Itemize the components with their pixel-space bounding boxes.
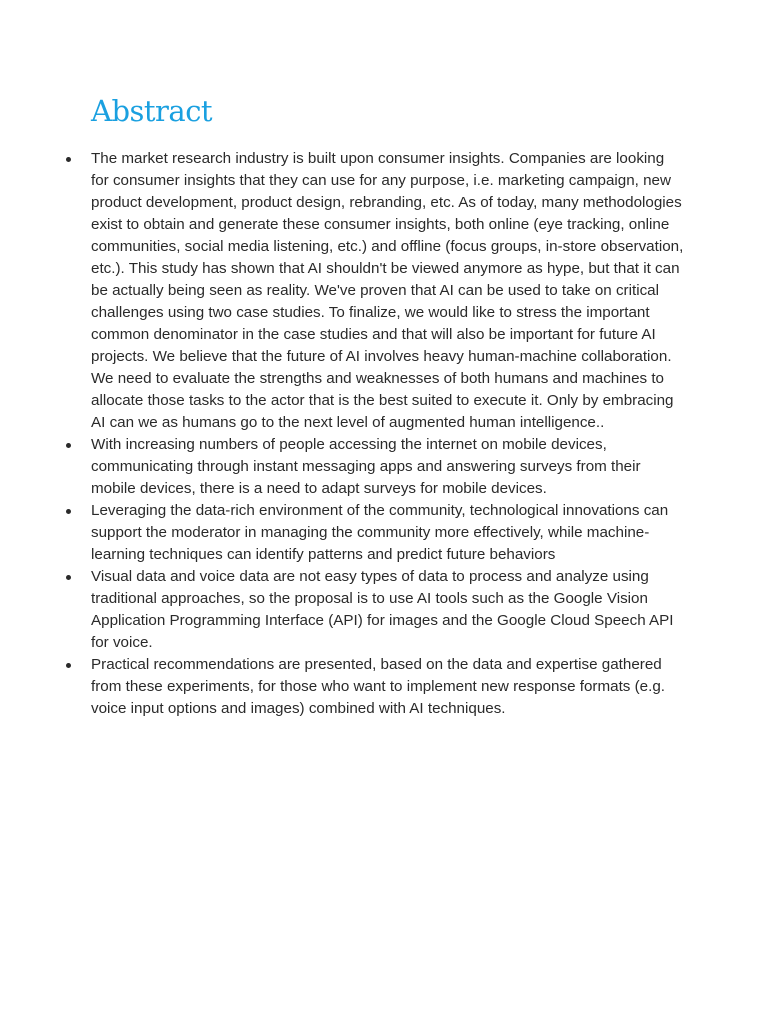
bullet-text: Leveraging the data-rich environment of the community, technological innovations can support the moderator in managing the community more effectively, while machine-learning techniques can identify patterns and predict future behaviors	[91, 502, 669, 563]
bullet-item	[91, 654, 685, 720]
bullet-dot-icon	[66, 509, 71, 514]
bullet-dot-icon	[66, 157, 71, 162]
bullet-dot-icon	[66, 443, 71, 448]
bullet-dot-icon	[66, 663, 71, 668]
bullet-text: Practical recommendations are presented, based on the data and expertise gathered from these experiments, for those who want to implement new response formats (e.g. voice input options and images) combined with AI techniques.	[91, 656, 666, 717]
bullet-item	[91, 500, 685, 566]
bullet-item	[91, 148, 685, 434]
abstract-bullet-list	[91, 148, 685, 720]
bullet-text: With increasing numbers of people accessing the internet on mobile devices, communicating through instant messaging apps and answering surveys from their mobile devices, there is a need to adapt surveys for mobile devices.	[91, 436, 641, 497]
bullet-text: The market research industry is built upon consumer insights. Companies are looking for consumer insights that they can use for any purpose, i.e. marketing campaign, new product development, product design, rebranding, etc. As of today, many methodologies exist to obtain and generate these consumer insights, both online (eye tracking, online communities, social media listening, etc.) and offline (focus groups, in-store observation, etc.). This study has shown that AI shouldn't be viewed anymore as hype, but that it can be actually being seen as reality. We've proven that AI can be used to take on critical challenges using two case studies. To finalize, we would like to stress the important common denominator in the case studies and that will also be important for future AI projects. We believe that the future of AI involves heavy human-machine collaboration. We need to evaluate the strengths and weaknesses of both humans and machines to allocate those tasks to the actor that is the best suited to execute it. Only by embracing AI can we as humans go to the next level of augmented human intelligence..	[91, 150, 684, 431]
bullet-item	[91, 434, 685, 500]
bullet-item	[91, 566, 685, 654]
bullet-dot-icon	[66, 575, 71, 580]
bullet-text: Visual data and voice data are not easy types of data to process and analyze using traditional approaches, so the proposal is to use AI tools such as the Google Vision Application Programming Interface (API) for images and the Google Cloud Speech API for voice.	[91, 568, 674, 651]
abstract-heading: Abstract	[91, 94, 213, 128]
